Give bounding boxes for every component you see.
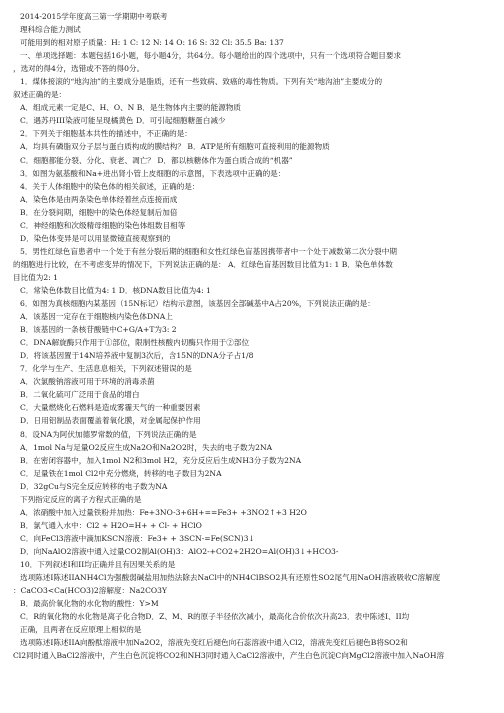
- text-line: Cl2同时通入BaCl2溶液中，产生白色沉淀将CO2和NH3同时通入CaCl2溶液中，产生白色沉淀C向MgCl2溶液中加入NaOH溶: [13, 651, 445, 661]
- text-line: 7．化学与生产、生活息息相关，下列叙述错误的是: [20, 364, 192, 374]
- text-line: C．大量燃烧化石燃料是造成雾霾天气的一种重要因素: [20, 403, 201, 413]
- text-line: 5．男性红绿色盲患者中一个处于有丝分裂后期的细胞和女性红绿色盲基因携带者中一个处于减数第二次分裂中期: [20, 246, 397, 256]
- text-line: A．1mol Na与足量O2反应生成Na2O和Na2O2时，失去的电子数为2NA: [20, 442, 273, 452]
- text-line: B．氯气通入水中：Cl2 + H2O=H+ + Cl- + HClO: [20, 520, 202, 530]
- text-line: A．次氯酸钠溶液可用于环境的消毒杀菌: [20, 377, 155, 387]
- text-line: 目比值为2: 1: [13, 272, 59, 282]
- text-line: 一、单项选择题：本题包括16小题，每小题4分，共64分。每小题给出的四个选项中，只有一个选项符合题目要求: [20, 51, 402, 61]
- text-line: 的细胞进行比较，在不考虑变异的情况下，下列说法正确的是： A．红绿色盲基因数目比值为1: 1 B．染色单体数: [13, 259, 393, 269]
- text-line: C．足量铁在1mol Cl2中充分燃烧，转移的电子数目为2NA: [20, 468, 222, 478]
- text-line: 可能用到的相对原子质量：H: 1 C: 12 N: 14 O: 16 S: 32 Cl: 35.5 Ba: 137: [20, 38, 284, 48]
- text-line: B．二氧化硫可广泛用于食品的增白: [20, 390, 140, 400]
- text-line: 4．关于人体细胞中的染色体的相关叙述，正确的是：: [20, 181, 200, 191]
- text-line: D．染色体变异是可以用显微镜直接观察到的: [20, 233, 171, 243]
- text-line: 1．煤体接滚的“地沟油”的主要成分是脂质，还有一些致病、致癌的毒性物质。下列有关“地沟油”主要成分的: [20, 77, 383, 87]
- text-line: B．在分裂间期，细胞中的染色体经复制后加倍: [20, 207, 178, 217]
- text-line: A．染色体是由两条染色单体经着丝点连接而成: [20, 194, 178, 204]
- text-line: B．在密闭容器中，加入1mol N2和3mol H2，充分反应后生成NH3分子数为2NA: [20, 455, 302, 465]
- text-line: A．组成元素一定是C、H、O、N B．是生物体内主要的能源物质: [20, 103, 242, 113]
- text-line: 8．设NA为阿伏加德罗常数的值，下列说法正确的是: [20, 429, 197, 439]
- text-line: B．最高价氧化物的水化物的酸性：Y>M: [20, 599, 159, 609]
- text-line: B．该基因的一条核苷酸链中C+G/A+T为3: 2: [20, 325, 177, 335]
- text-line: 2．下列关于细胞基本共性的描述中，不正确的是：: [20, 129, 192, 139]
- text-line: 选项陈述I陈述IIANH4Cl为强酸弱碱盐用加热法除去NaCl中的NH4ClBSO2具有还原性SO2尾气用NaOH溶液吸收C溶解度: [20, 573, 441, 583]
- text-line: C．向FeCl3溶液中滴加KSCN溶液：Fe3+ + 3SCN-=Fe(SCN)3↓: [20, 533, 255, 543]
- text-line: 2014-2015学年度高三第一学期期中考联考: [20, 12, 168, 21]
- text-line: D．日用铝制品表面覆盖着氧化膜，对金属起保护作用: [20, 416, 201, 426]
- text-line: 理科综合能力测试: [20, 25, 81, 35]
- text-line: A．该基因一定存在于细胞核内染色体DNA上: [20, 312, 173, 322]
- text-line: ，选对的得4分，选错或不答的得0分。: [13, 64, 145, 74]
- text-line: C．细胞都能分裂、分化、衰老、凋亡？ D．都以核糖体作为蛋白质合成的“机器”: [20, 155, 293, 165]
- text-line: D．向NaAlO2溶液中通入过量CO2制Al(OH)3：AlO2-+CO2+2H2O=Al(OH)3↓+HCO3-: [20, 546, 339, 556]
- text-line: 6．如图为真核细胞内某基因（15N标记）结构示意图，该基因全部碱基中A占20%，下列说法正确的是：: [20, 299, 375, 309]
- text-line: ：CaCO3<Ca(HCO3)2溶解度：Na2CO3Y: [13, 586, 168, 596]
- text-line: D．32gCu与S完全反应转移的电子数为NA: [20, 481, 168, 491]
- text-line: 正确，且两者在反应原理上相似的是: [20, 625, 142, 635]
- text-line: C．神经细胞和次级精母细胞的染色体组数目相等: [20, 220, 186, 230]
- text-line: 10．下列叙述I和II均正确并且有因果关系的是: [20, 559, 176, 569]
- text-line: 下列指定反应的离子方程式正确的是: [20, 494, 142, 504]
- text-line: C．常染色体数目比值为4: 1 D．核DNA数目比值为4: 1: [20, 285, 211, 295]
- text-line: C．DNA解旋酶只作用于①部位，限制性核酸内切酶只作用于②部位: [20, 338, 250, 348]
- text-line: A．浓硝酸中加入过量铁粉并加热：Fe+3NO-3+6H+==Fe3+ +3NO2↑+3 H2O: [20, 507, 307, 517]
- text-line: A．均具有磷脂双分子层与蛋白质构成的膜结构？ B．ATP是所有细胞可直接利用的能源物质: [20, 142, 330, 152]
- text-line: D．将该基因置于14N培养液中复制3次后，含15N的DNA分子占1/8: [20, 351, 254, 361]
- text-line: 3．如图为氨基酸和Na+进出肾小管上皮细胞的示意图，下表选项中正确的是：: [20, 168, 286, 178]
- text-line: 叙述正确的是：: [13, 90, 67, 100]
- text-line: C．R的氧化物的水化物是离子化合物D．Z、M、R的原子半径依次减小，最高化合价依次升高23．表中陈述I、II均: [20, 612, 410, 622]
- text-line: 选项陈述I陈述IIA向酚酞溶液中加Na2O2，溶液先变红后褪色向石蕊溶液中通入Cl2，溶液先变红后褪色B将SO2和: [20, 638, 408, 648]
- text-line: C．遇苏丹III染液可能呈现橘黄色 D．可引起细胞糖蛋白减少: [20, 116, 226, 126]
